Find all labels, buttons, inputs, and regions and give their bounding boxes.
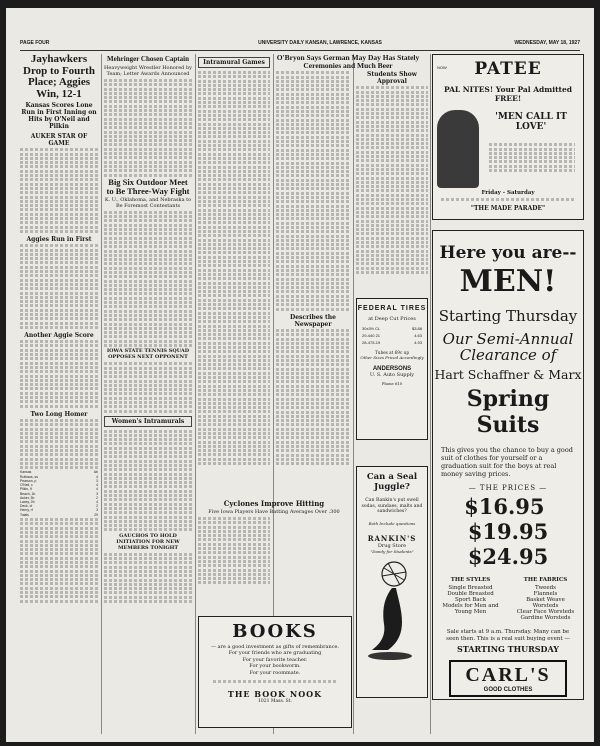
issue-date: WEDNESDAY, MAY 18, 1927 xyxy=(514,40,580,46)
player-name: Pearson, p xyxy=(20,478,37,483)
sale-headline-1: Here you are-- xyxy=(439,243,577,263)
fabric-item: Gardine Worsteds xyxy=(520,615,571,621)
style-item: Single Breasted xyxy=(448,585,493,591)
column-rule xyxy=(195,54,196,734)
tires-title: FEDERAL TIRES xyxy=(357,305,427,312)
sizes-note: Other Sizes Priced Accordingly xyxy=(360,355,424,360)
headline-intramural-games: Intramural Games xyxy=(198,57,270,68)
box-score-row xyxy=(20,513,98,517)
fabric-item: Clear Face Worsteds xyxy=(516,609,575,615)
at-bats: 2 xyxy=(96,495,98,500)
store-sub: Drug Store xyxy=(377,542,407,549)
styles-heading: THE STYLES xyxy=(450,577,491,583)
sale-start: Starting Thursday xyxy=(438,307,578,325)
books-line: For your friends who are graduating xyxy=(228,650,322,657)
at-bats: 4 xyxy=(96,483,98,488)
federal-tires-ad xyxy=(356,298,428,440)
pal-nites: PAL NITES! Your Pal Admitted FREE! xyxy=(443,85,573,103)
ad-now: NOW xyxy=(437,65,447,70)
ad-day: Friday - Saturday xyxy=(481,190,535,196)
player-name: Kansas xyxy=(20,470,32,475)
juggling-seal-illustration xyxy=(362,558,422,662)
box-score xyxy=(20,470,98,516)
tire-price-row xyxy=(361,332,423,339)
tubes-note: Tubes at 69c up xyxy=(374,350,410,355)
headline-cyclones: Cyclones Improve Hitting xyxy=(223,499,325,508)
paper-title: UNIVERSITY DAILY KANSAN, LAWRENCE, KANSAS xyxy=(258,40,382,46)
store-name: RANKIN'S xyxy=(367,533,417,543)
sale-brand: Hart Schaffner & Marx xyxy=(434,367,582,382)
seal-tag: Both Include questions xyxy=(368,520,416,526)
deck-cyclones: Five Iowa Players Have Batting Averages Over .300 xyxy=(208,509,340,515)
price-1: $16.95 xyxy=(464,494,545,519)
books-line: For your roommate. xyxy=(249,669,301,676)
player-name: O'Neil, c xyxy=(20,483,33,488)
patee-theatre-ad xyxy=(432,54,584,220)
prices-label: — THE PRICES — xyxy=(468,484,548,492)
at-bats: 4 xyxy=(96,487,98,492)
sale-body: This gives you the chance to buy a good suit of clothes for yourself or a graduation suit for the boys at real money saving prices. xyxy=(441,446,573,478)
tire-price-row xyxy=(361,325,423,332)
rankins-drug-ad xyxy=(356,466,428,698)
player-name: Ruthaus, ss xyxy=(20,474,38,479)
lead-headline: Jayhawkers Drop to Fourth Place; Aggies Win, 12-1 xyxy=(23,53,95,100)
at-bats: 4 xyxy=(96,474,98,479)
sale-clearance: Our Semi-Annual Clearance of xyxy=(442,330,574,364)
at-bats: 2 xyxy=(96,504,98,509)
subhead: Another Aggie Score xyxy=(24,331,94,339)
books-line: For your favorite teacher. xyxy=(242,656,308,663)
lead-deck: Kansas Scores Lone Run in First Inning on Hits by O'Neil and Pilkin xyxy=(21,102,97,130)
deck-captain: Heavyweight Wrestler Honored by Team; Letter Awards Announced xyxy=(104,65,192,77)
headline-may-day: O'Bryon Says German May Day Has Stately Ceremonies and Much Beer xyxy=(276,53,420,70)
headline-captain: Mehringer Chosen Captain xyxy=(107,55,189,63)
sale-headline-2: MEN! xyxy=(459,264,557,299)
player-name: Beach, 1b xyxy=(20,491,36,496)
news-column-2 xyxy=(104,54,192,734)
books-title: BOOKS xyxy=(232,621,318,642)
price-2: $19.95 xyxy=(467,519,549,544)
page-number: PAGE FOUR xyxy=(20,40,50,46)
fabrics-heading: THE FABRICS xyxy=(523,577,568,583)
player-name: Auker, 3b xyxy=(20,495,35,500)
tire-size: 30x3½ CL xyxy=(362,326,381,331)
at-bats: 29 xyxy=(94,512,98,517)
at-bats: 3 xyxy=(96,478,98,483)
subhead: Two Long Homer xyxy=(30,410,88,418)
at-bats: 4 xyxy=(96,499,98,504)
seal-title: Can a Seal Juggle? xyxy=(366,472,418,492)
news-column-5 xyxy=(356,68,428,308)
theatre-name: PATEE xyxy=(474,59,542,79)
fabric-item: Basket Weave Worsteds xyxy=(526,597,565,609)
tire-size: 28-475-19 xyxy=(362,340,381,345)
headline-gauchos: GAUCHOS TO HOLD INITIATION FOR NEW MEMBERS TONIGHT xyxy=(116,532,180,551)
styles-fabrics xyxy=(433,577,583,621)
dealer-phone: Phone 610 xyxy=(381,381,403,386)
shop-name: THE BOOK NOOK xyxy=(227,689,323,700)
fabric-item: Flannels xyxy=(533,591,558,597)
player-name: Pilkin, lf xyxy=(20,487,32,492)
tire-price: $3.88 xyxy=(411,326,422,331)
player-name: Deck, cf xyxy=(20,504,33,509)
seal-body: Can Rankin's put swell sodas, sundaes, malts and sandwiches? xyxy=(361,498,423,514)
tire-size: 29-440 21 xyxy=(362,333,381,338)
sale-start-repeat: STARTING THURSDAY xyxy=(456,644,559,654)
headline-tennis: IOWA STATE TENNIS SQUAD OPPOSES NEXT OPPONENT xyxy=(106,348,190,361)
headline-outdoor-meet: Big Six Outdoor Meet to Be Three-Way Fight xyxy=(106,176,190,196)
column-rule xyxy=(353,54,354,734)
subhead: Students Show Approval xyxy=(367,71,417,85)
style-item: Double Breasted xyxy=(447,591,494,597)
film-title: 'MEN CALL IT LOVE' xyxy=(495,112,567,132)
deck-outdoor-meet: K. U., Oklahoma, and Nebraska to Be Foremost Contestants xyxy=(104,196,192,209)
carls-suit-sale-ad xyxy=(432,230,584,700)
style-item: Sport Back xyxy=(455,597,486,603)
tire-price: 4.63 xyxy=(414,333,422,338)
sports-column xyxy=(20,54,98,734)
dealer-sub: U. S. Auto Supply xyxy=(369,372,415,378)
player-name: Henry, rf xyxy=(20,508,33,513)
feature-title: "THE MADE PARADE" xyxy=(470,205,546,212)
sale-item: Spring Suits xyxy=(466,386,550,438)
book-nook-ad xyxy=(198,616,352,728)
at-bats: Ab xyxy=(93,470,98,475)
column-rule xyxy=(101,54,102,734)
books-line: — are a good investment as gifts of remembrance. xyxy=(210,644,340,650)
shop-address: 1021 Mass. St. xyxy=(258,699,292,705)
store-slogan: "Dandy for Students" xyxy=(370,548,414,554)
at-bats: 3 xyxy=(96,508,98,513)
style-item: Models for Men and Young Men xyxy=(442,603,499,615)
store-tagline: GOOD CLOTHES xyxy=(483,687,533,693)
actor-portrait xyxy=(437,110,479,188)
column-rule xyxy=(430,54,431,734)
masthead xyxy=(20,38,580,51)
newspaper-page xyxy=(6,8,594,742)
headline-womens-intramurals: Women's Intramurals xyxy=(104,416,192,427)
subhead: AUKER STAR OF GAME xyxy=(30,133,88,147)
tire-price-table xyxy=(361,325,423,346)
sale-footnote: Sale starts at 9 a.m. Thursday. Many can be seen then. This is a real suit buying event — xyxy=(446,629,570,642)
store-logo: CARL'S xyxy=(465,664,551,686)
subhead: Describes the Newspaper xyxy=(290,313,336,328)
subhead: Aggies Run in First xyxy=(26,235,92,243)
at-bats: 3 xyxy=(96,491,98,496)
fabric-item: Tweeds xyxy=(534,585,557,591)
price-3: $24.95 xyxy=(467,544,549,569)
player-name: Lacey, 2b xyxy=(20,499,35,504)
tire-price-row xyxy=(361,339,423,346)
tire-price: 4.93 xyxy=(414,340,422,345)
dealer-name: ANDERSONS xyxy=(372,366,412,372)
books-line: For your bookworm. xyxy=(249,663,301,670)
player-name: Totals xyxy=(20,512,29,517)
tires-sub: at Deep Cut Prices xyxy=(368,316,416,322)
